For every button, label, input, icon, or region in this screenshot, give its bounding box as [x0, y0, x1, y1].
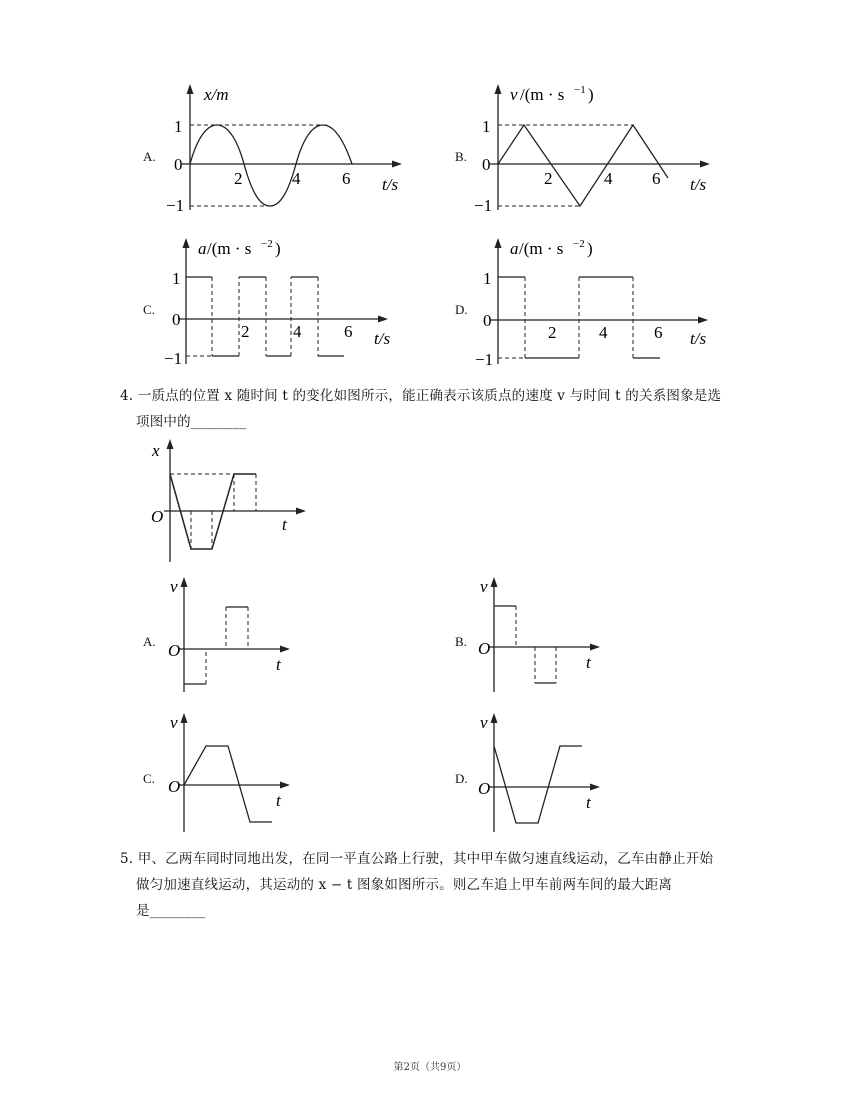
- svg-text:t/s: t/s: [690, 329, 707, 348]
- svg-text:t/s: t/s: [382, 175, 399, 194]
- svg-text:v: v: [480, 713, 488, 732]
- svg-text:0: 0: [172, 310, 181, 329]
- q4-option-a-graph: [166, 574, 306, 694]
- svg-text:): ): [588, 85, 594, 104]
- svg-text:6: 6: [654, 323, 663, 342]
- svg-text:−1: −1: [166, 196, 185, 215]
- q4-option-b-graph: [476, 574, 616, 694]
- q3-option-c-letter: C.: [143, 302, 155, 317]
- q3-option-d-letter: D.: [455, 302, 468, 317]
- svg-text:6: 6: [342, 169, 351, 188]
- svg-text:O: O: [168, 777, 181, 796]
- q3-option-b-graph: [468, 80, 708, 220]
- svg-text:v: v: [170, 713, 178, 732]
- svg-text:0: 0: [483, 311, 492, 330]
- svg-text:4: 4: [604, 169, 613, 188]
- svg-text:t/s: t/s: [374, 329, 391, 348]
- svg-text:2: 2: [234, 169, 243, 188]
- q4-option-b-letter: B.: [455, 634, 467, 649]
- q4-option-d-letter: D.: [455, 771, 468, 786]
- svg-text:t: t: [586, 653, 591, 672]
- svg-text:−1: −1: [164, 349, 183, 368]
- svg-text:6: 6: [344, 322, 353, 341]
- q4-option-a-letter: A.: [143, 634, 156, 649]
- q5-text-line2: 做匀加速直线运动，其运动的 x − t 图象如图所示。则乙车追上甲车前两车间的最大距离: [136, 877, 673, 893]
- svg-text:x/m: x/m: [204, 85, 229, 104]
- q3-option-a-letter: A.: [143, 149, 156, 164]
- q3-option-b-letter: B.: [455, 149, 467, 164]
- svg-text:O: O: [478, 639, 491, 658]
- svg-text:0: 0: [482, 155, 491, 174]
- svg-text:O: O: [478, 779, 491, 798]
- q3-option-c-graph: [160, 234, 400, 374]
- svg-text:/(m · s: /(m · s: [519, 239, 564, 258]
- q4-option-c-graph: [166, 710, 306, 835]
- svg-text:O: O: [168, 641, 181, 660]
- q5-text-line1: 5. 甲、乙两车同时同地出发，在同一平直公路上行驶，其中甲车做匀速直线运动，乙车由静止开始: [120, 851, 714, 867]
- svg-text:0: 0: [174, 155, 183, 174]
- svg-text:−1: −1: [574, 84, 586, 96]
- svg-text:1: 1: [483, 269, 492, 288]
- svg-text:4: 4: [599, 323, 608, 342]
- svg-text:2: 2: [241, 322, 250, 341]
- svg-text:/(m · s: /(m · s: [207, 239, 252, 258]
- q3-option-a-graph: [160, 80, 400, 220]
- svg-text:1: 1: [172, 269, 181, 288]
- q3-option-d-graph: [468, 234, 708, 374]
- svg-text:v: v: [480, 577, 488, 596]
- svg-text:−1: −1: [475, 350, 494, 369]
- svg-text:): ): [275, 239, 281, 258]
- svg-text:−2: −2: [261, 238, 273, 250]
- svg-text:1: 1: [174, 117, 183, 136]
- svg-text:a: a: [198, 239, 207, 258]
- svg-text:O: O: [151, 507, 164, 526]
- svg-text:4: 4: [292, 169, 301, 188]
- svg-text:t: t: [276, 791, 281, 810]
- svg-text:4: 4: [293, 322, 302, 341]
- svg-text:6: 6: [652, 169, 661, 188]
- q4-text-line1: 4. 一质点的位置 x 随时间 t 的变化如图所示，能正确表示该质点的速度 v 与时间 t 的关系图象是选: [120, 388, 722, 404]
- svg-text:2: 2: [548, 323, 557, 342]
- svg-text:t: t: [282, 515, 287, 534]
- q5-text-line3: 是________: [136, 903, 206, 919]
- svg-text:x: x: [152, 441, 160, 460]
- page-footer: 第2页（共9页）: [393, 1062, 467, 1073]
- svg-text:2: 2: [544, 169, 553, 188]
- q4-option-d-graph: [476, 710, 616, 835]
- q4-option-c-letter: C.: [143, 771, 155, 786]
- triangle-wave: [498, 125, 668, 206]
- svg-text:t/s: t/s: [690, 175, 707, 194]
- svg-text:a: a: [510, 239, 519, 258]
- svg-text:v: v: [170, 577, 178, 596]
- svg-text:t: t: [276, 655, 281, 674]
- q4-text-line2: 项图中的________: [136, 414, 247, 430]
- svg-text:/(m · s: /(m · s: [520, 85, 565, 104]
- svg-text:−2: −2: [573, 238, 585, 250]
- svg-text:−1: −1: [474, 196, 493, 215]
- sine-curve: [190, 125, 352, 206]
- svg-text:1: 1: [482, 117, 491, 136]
- svg-text:): ): [587, 239, 593, 258]
- q4-main-graph: [150, 436, 310, 566]
- svg-text:t: t: [586, 793, 591, 812]
- svg-text:v: v: [510, 85, 518, 104]
